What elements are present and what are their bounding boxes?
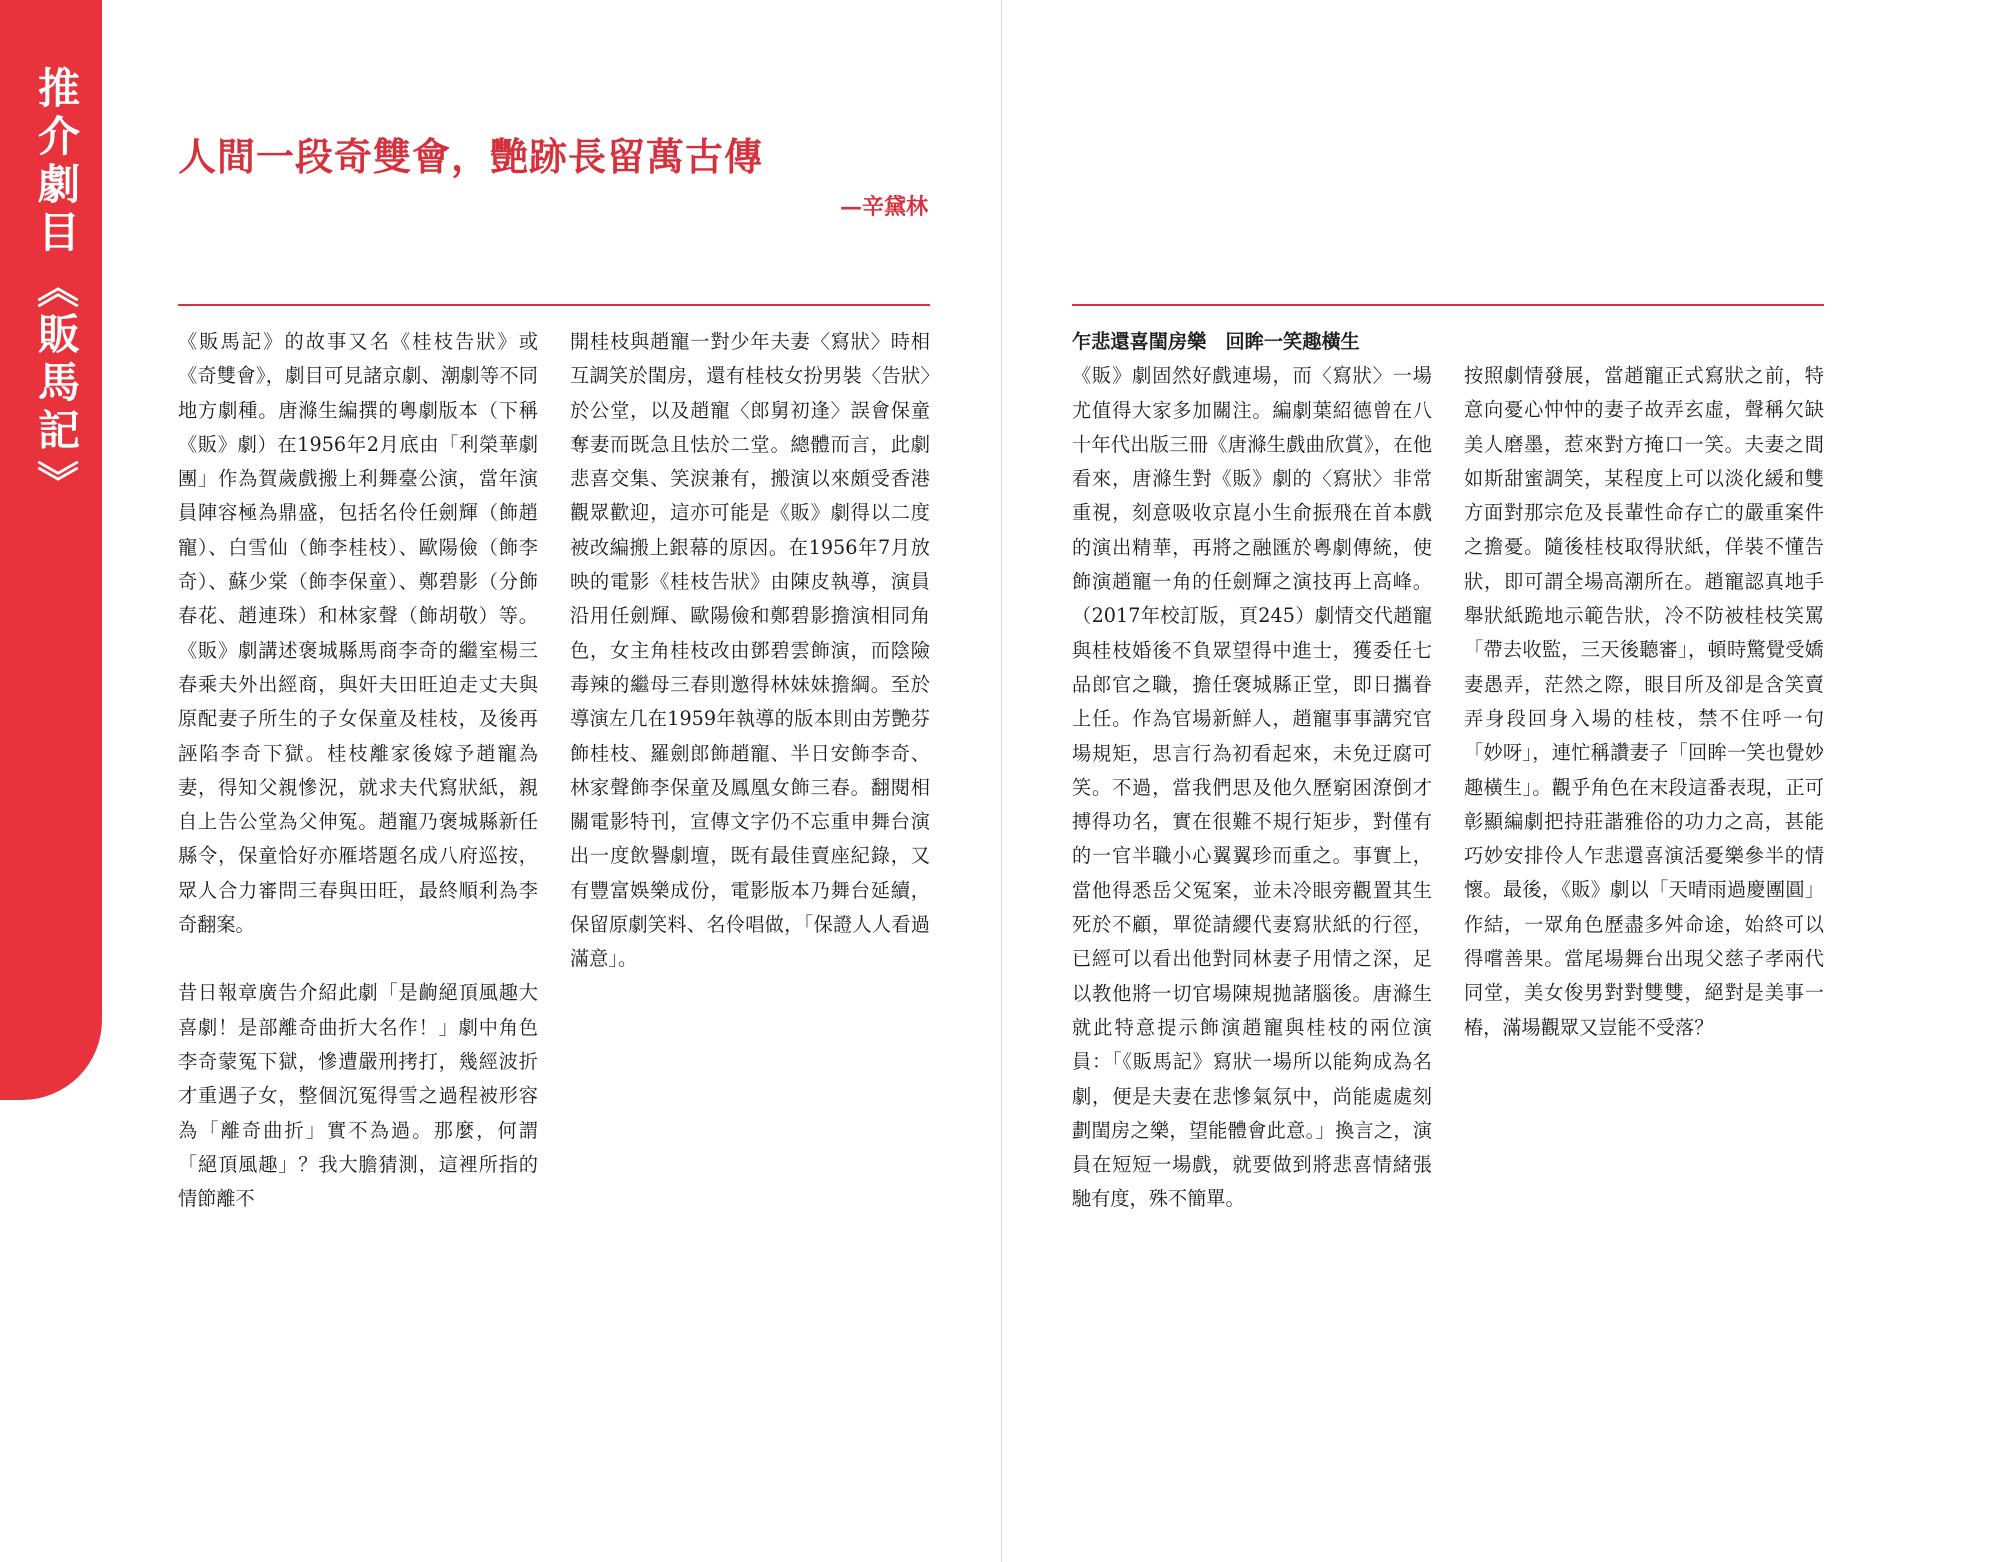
- paragraph: 《販馬記》的故事又名《桂枝告狀》或《奇雙會》，劇目可見諸京劇、潮劇等不同地方劇種。唐滌生編撰的粵劇版本（下稱《販》劇）在1956年2月底由「利榮華劇團」作為賀歲戲搬上利舞臺公演，當年演員陣容極為鼎盛，包括名伶任劍輝（飾趙寵）、白雪仙（飾李桂枝）、歐陽儉（飾李奇）、蘇少棠（飾李保童）、鄭碧影（分飾春花、趙連珠）和林家聲（飾胡敬）等。《販》劇講述褒城縣馬商李奇的繼室楊三春乘夫外出經商，與奸夫田旺迫走丈夫與原配妻子所生的子女保童及桂枝，及後再誣陷李奇下獄。桂枝離家後嫁予趙寵為妻，得知父親慘況，就求夫代寫狀紙，親自上告公堂為父伸冤。趙寵乃褒城縣新任縣令，保童恰好亦雁塔題名成八府巡按，眾人合力審問三春與田旺，最終順利為李奇翻案。: [178, 330, 538, 937]
- section-tab-close-bracket: 》: [31, 459, 81, 503]
- page-spine: [1001, 0, 1002, 1562]
- text-column-2: [570, 325, 930, 977]
- article-title: 人間一段奇雙會，艷跡長留萬古傳: [178, 134, 764, 179]
- article-author: —辛黛林: [839, 194, 928, 220]
- section-tab-label: [0, 66, 112, 506]
- section-tab-label-main: 推介劇目: [32, 66, 81, 258]
- text-column-1: [178, 325, 538, 1216]
- section-subheading: 乍悲還喜閨房樂 回眸一笑趣橫生: [1072, 330, 1360, 353]
- section-tab-title: 販馬記: [32, 312, 81, 456]
- text-column-3: [1072, 325, 1432, 1217]
- right-page-rule: [1072, 304, 1824, 306]
- paragraph: 《販》劇固然好戲連場，而〈寫狀〉一場尤值得大家多加關注。編劇葉紹德曾在八十年代出版三冊《唐滌生戲曲欣賞》，在他看來，唐滌生對《販》劇的〈寫狀〉非常重視，刻意吸收京崑小生俞振飛在首本戲的演出精華，再將之融匯於粵劇傳統，使飾演趙寵一角的任劍輝之演技再上高峰。（2017年校訂版，頁245）劇情交代趙寵與桂枝婚後不負眾望得中進士，獲委任七品郎官之職，擔任褒城縣正堂，即日攜眷上任。作為官場新鮮人，趙寵事事講究官場規矩，思言行為初看起來，未免迂腐可笑。不過，當我們思及他久歷窮困潦倒才搏得功名，實在很難不規行矩步，對僅有的一官半職小心翼翼珍而重之。事實上，當他得悉岳父冤案，並未冷眼旁觀置其生死於不顧，單從請纓代妻寫狀紙的行徑，已經可以看出他對同林妻子用情之深，足以教他將一切官場陳規拋諸腦後。唐滌生就此特意提示飾演趙寵與桂枝的兩位演員：「《販馬記》寫狀一場所以能夠成為名劇，便是夫妻在悲慘氣氛中，尚能處處刻劃閨房之樂，望能體會此意。」換言之，演員在短短一場戲，就要做到將悲喜情緒張馳有度，殊不簡單。: [1072, 364, 1432, 1211]
- left-page-rule: [178, 304, 930, 306]
- paragraph: 按照劇情發展，當趙寵正式寫狀之前，特意向憂心忡忡的妻子故弄玄虛，聲稱欠缺美人磨墨，惹來對方掩口一笑。夫妻之間如斯甜蜜調笑，某程度上可以淡化緩和雙方面對那宗危及長輩性命存亡的嚴重案件之擔憂。隨後桂枝取得狀紙，佯裝不懂告狀，即可謂全場高潮所在。趙寵認真地手舉狀紙跪地示範告狀，冷不防被桂枝笑罵「帶去收監，三天後聽審」，頓時驚覺受嬌妻愚弄，茫然之際，眼目所及卻是含笑賣弄身段回身入場的桂枝，禁不住呼一句「妙呀」，連忙稱讚妻子「回眸一笑也覺妙趣橫生」。觀乎角色在末段這番表現，正可彰顯編劇把持莊諧雅俗的功力之高，甚能巧妙安排伶人乍悲還喜演活憂樂參半的情懷。最後，《販》劇以「天晴雨過慶團圓」作結，一眾角色歷盡多舛命途，始終可以得嚐善果。當尾場舞台出現父慈子孝兩代同堂，美女俊男對對雙雙，絕對是美事一樁，滿場觀眾又豈能不受落？: [1464, 364, 1824, 1039]
- paragraph: 昔日報章廣告介紹此劇「是齣絕頂風趣大喜劇！是部離奇曲折大名作！」劇中角色李奇蒙冤下獄，慘遭嚴刑拷打，幾經波折才重遇子女，整個沉冤得雪之過程被形容為「離奇曲折」實不為過。那麼，何謂「絕頂風趣」？我大膽猜測，這裡所指的情節離不: [178, 981, 538, 1211]
- text-column-4: [1464, 359, 1824, 1045]
- paragraph: 開桂枝與趙寵一對少年夫妻〈寫狀〉時相互調笑於閨房，還有桂枝女扮男裝〈告狀〉於公堂，以及趙寵〈郎舅初逢〉誤會保童奪妻而既急且怯於二堂。總體而言，此劇悲喜交集、笑淚兼有，搬演以來頗受香港觀眾歡迎，這亦可能是《販》劇得以二度被改編搬上銀幕的原因。在1956年7月放映的電影《桂枝告狀》由陳皮執導，演員沿用任劍輝、歐陽儉和鄭碧影擔演相同角色，女主角桂枝改由鄧碧雲飾演，而陰險毒辣的繼母三春則邀得林妹妹擔綱。至於導演左几在1959年執導的版本則由芳艷芬飾桂枝、羅劍郎飾趙寵、半日安飾李奇、林家聲飾李保童及鳳凰女飾三春。翻閱相關電影特刊，宣傳文字仍不忘重申舞台演出一度飲譽劇壇，既有最佳賣座紀錄，又有豐富娛樂成份，電影版本乃舞台延續，保留原劇笑料、名伶唱做，「保證人人看過滿意」。: [570, 330, 930, 971]
- section-tab-open-bracket: 《: [31, 265, 81, 309]
